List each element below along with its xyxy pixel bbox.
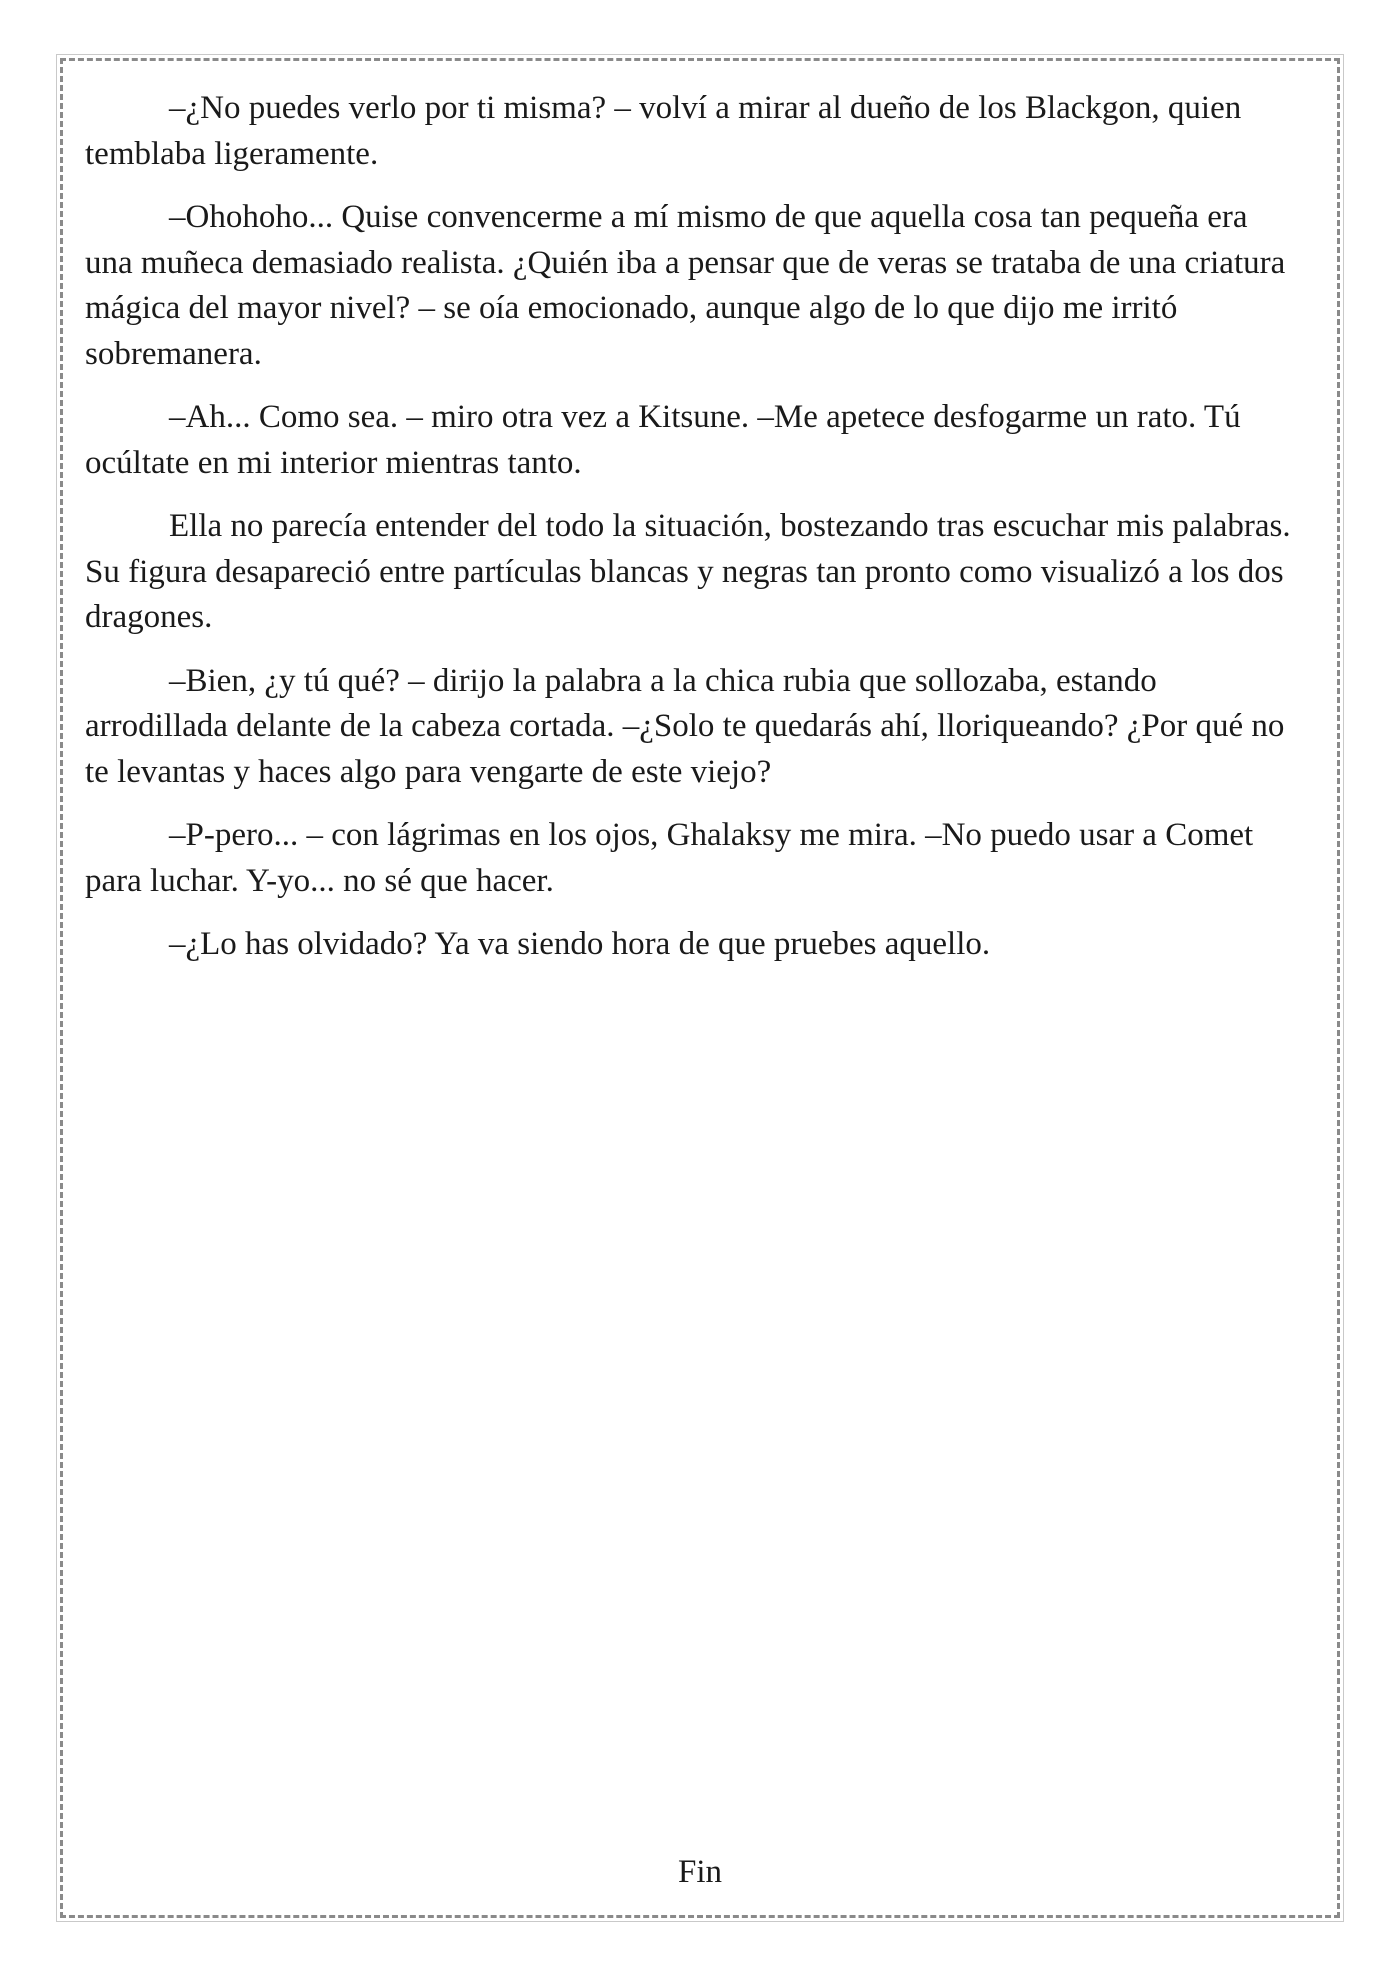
paragraph-1: –¿No puedes verlo por ti misma? – volví a mirar al dueño de los Blackgon, quien temblaba ligeramente. [85,90,1242,172]
paragraph-4: Ella no parecía entender del todo la situación, bostezando tras escuchar mis palabras. Su figura desapareció entre partículas blancas y negras tan pronto como visualizó a los dos dragones. [85,508,1291,635]
paragraph-6: –P-pero... – con lágrimas en los ojos, Ghalaksy me mira. –No puedo usar a Comet para luchar. Y-yo... no sé que hacer. [85,817,1254,899]
paragraph-3: –Ah... Como sea. – miro otra vez a Kitsune. –Me apetece desfogarme un rato. Tú ocúltate en mi interior mientras tanto. [85,399,1241,481]
document-body [85,86,1297,986]
end-marker: Fin [677,1854,723,1890]
paragraph-2: –Ohohoho... Quise convencerme a mí mismo de que aquella cosa tan pequeña era una muñeca demasiado realista. ¿Quién iba a pensar que de veras se trataba de una criatura mágica del mayor nivel? – se oía emocionado, aunque algo de lo que dijo me irritó sobremanera. [85,199,1286,372]
paragraph-7: –¿Lo has olvidado? Ya va siendo hora de que pruebes aquello. [169,926,991,962]
paragraph-5: –Bien, ¿y tú qué? – dirijo la palabra a la chica rubia que sollozaba, estando arrodillada delante de la cabeza cortada. –¿Solo te quedarás ahí, lloriqueando? ¿Por qué no te levantas y haces algo para vengarte de este viejo? [85,662,1285,790]
